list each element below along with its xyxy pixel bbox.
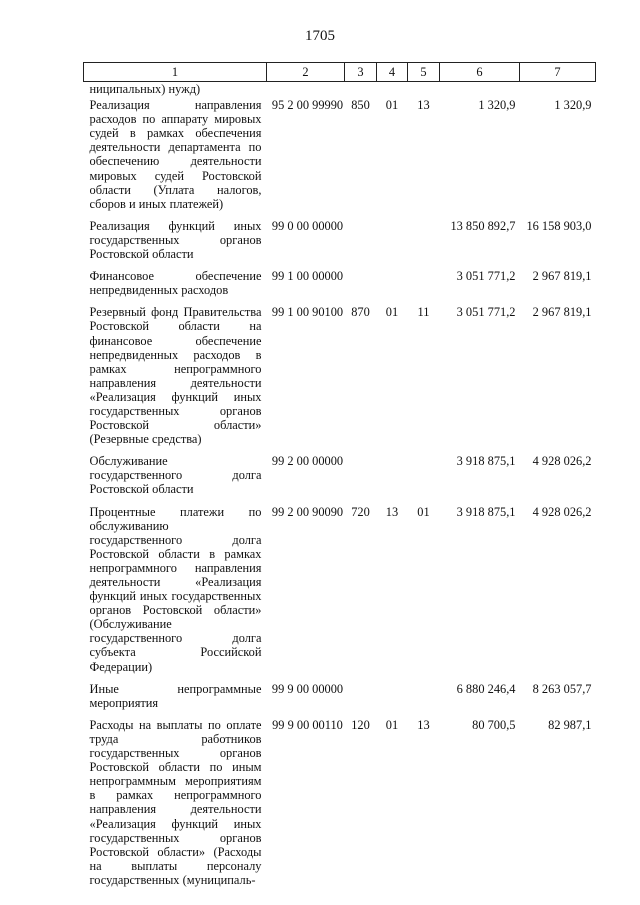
- row-code: 99 0 00 00000: [271, 218, 344, 233]
- row-vr: 720: [351, 504, 370, 519]
- table-row: [84, 454, 596, 504]
- row-code: 99 1 00 00000: [271, 269, 344, 284]
- row-vr: 870: [351, 305, 370, 320]
- column-header: 3: [345, 63, 377, 82]
- column-header: 7: [520, 63, 596, 82]
- row-sum-1: 1 320,9: [478, 98, 516, 113]
- row-pr: [408, 82, 440, 99]
- row-pr: 01: [417, 504, 430, 519]
- row-sum-2: 8 263 057,7: [532, 681, 592, 696]
- row-sum-1: 3 918 875,1: [456, 454, 516, 469]
- row-rz: 01: [385, 717, 399, 732]
- row-name: Резервный фонд Правительства Ростовской области на финансовое обеспечение непредвиденных расходов в рамках непрограммного направления деятельности «Реализация функций иных государственных органов Ростовской области» (Резервные средства): [89, 305, 262, 447]
- row-rz: 01: [385, 98, 399, 113]
- row-name: Иные непрограммные мероприятия: [89, 681, 262, 710]
- column-header: 4: [377, 63, 408, 82]
- row-code: 99 2 00 90090: [271, 504, 344, 519]
- row-pr: 13: [417, 717, 430, 732]
- row-rz: [377, 82, 408, 99]
- header-row: [84, 63, 596, 82]
- row-sum-2: [520, 82, 596, 99]
- row-sum-1: 3 051 771,2: [456, 305, 516, 320]
- row-vr: [345, 682, 377, 718]
- table-row: [84, 82, 596, 99]
- row-sum-2: 16 158 903,0: [526, 218, 592, 233]
- row-name: Реализация функций иных государственных органов Ростовской области: [89, 218, 262, 262]
- table-row: [84, 682, 596, 718]
- row-vr: [345, 269, 377, 305]
- column-header: 2: [267, 63, 345, 82]
- row-code: 99 9 00 00110: [272, 717, 343, 732]
- row-sum-2: 2 967 819,1: [532, 305, 592, 320]
- row-sum-2: 4 928 026,2: [532, 454, 592, 469]
- column-header: 6: [440, 63, 520, 82]
- table-row: [84, 305, 596, 454]
- row-sum-1: 3 051 771,2: [456, 269, 516, 284]
- row-pr: [408, 269, 440, 305]
- row-rz: [377, 269, 408, 305]
- table-row: [84, 98, 596, 219]
- table-row: [84, 219, 596, 269]
- row-name: Процентные платежи по обслуживанию государственного долга Ростовской области в рамках непрограммного направления деятельности «Реализация функций иных государственных органов Ростовской области» (Обслуживание государственного долга субъекта Российской Федерации): [89, 504, 262, 674]
- row-sum-2: 2 967 819,1: [532, 269, 592, 284]
- row-name: Расходы на выплаты по оплате труда работников государственных органов Ростовской области по иным непрограммным мероприятиям в рамках непрограммного направления деятельности «Реализация функций иных государственных органов Ростовской области» (Расходы на выплаты персоналу государственных (муниципаль-: [89, 717, 262, 887]
- row-pr: [408, 454, 440, 504]
- row-name: ниципальных) нужд): [89, 82, 201, 96]
- row-rz: [377, 682, 408, 718]
- row-rz: 01: [385, 305, 399, 320]
- row-sum-2: 1 320,9: [554, 98, 592, 113]
- row-vr: [345, 219, 377, 269]
- row-pr: 13: [417, 98, 430, 113]
- row-sum-1: 6 880 246,4: [456, 681, 516, 696]
- budget-table: [83, 62, 596, 887]
- row-name: Финансовое обеспечение непредвиденных расходов: [89, 269, 262, 298]
- column-header: 1: [84, 63, 267, 82]
- row-code: 99 9 00 00000: [271, 681, 344, 696]
- row-code: 99 2 00 00000: [271, 454, 344, 469]
- row-code: 95 2 00 99990: [271, 98, 344, 113]
- row-sum-1: 3 918 875,1: [456, 504, 516, 519]
- row-pr: [408, 682, 440, 718]
- row-code: [267, 82, 345, 99]
- row-name: Обслуживание государственного долга Ростовской области: [89, 454, 262, 497]
- row-sum-1: 13 850 892,7: [450, 218, 516, 233]
- row-name: Реализация направления расходов по аппарату мировых судей в рамках обеспечения деятельности департамента по обеспечению деятельности мировых судей Ростовской области (Уплата налогов, сборов и иных платежей): [89, 98, 262, 211]
- row-pr: [408, 219, 440, 269]
- row-sum-2: 82 987,1: [548, 717, 592, 732]
- table-row: [84, 718, 596, 887]
- row-rz: [377, 454, 408, 504]
- row-pr: 11: [417, 305, 430, 320]
- row-vr: [345, 454, 377, 504]
- row-sum-1: 80 700,5: [472, 717, 516, 732]
- row-vr: 850: [351, 98, 370, 113]
- row-vr: [345, 82, 377, 99]
- row-sum-2: 4 928 026,2: [532, 504, 592, 519]
- column-header: 5: [408, 63, 440, 82]
- row-code: 99 1 00 90100: [271, 305, 344, 320]
- table-row: [84, 505, 596, 682]
- table-row: [84, 269, 596, 305]
- row-rz: [377, 219, 408, 269]
- row-sum-1: [440, 82, 520, 99]
- row-vr: 120: [351, 717, 370, 732]
- row-rz: 13: [385, 504, 399, 519]
- page-number: 1705: [305, 28, 335, 44]
